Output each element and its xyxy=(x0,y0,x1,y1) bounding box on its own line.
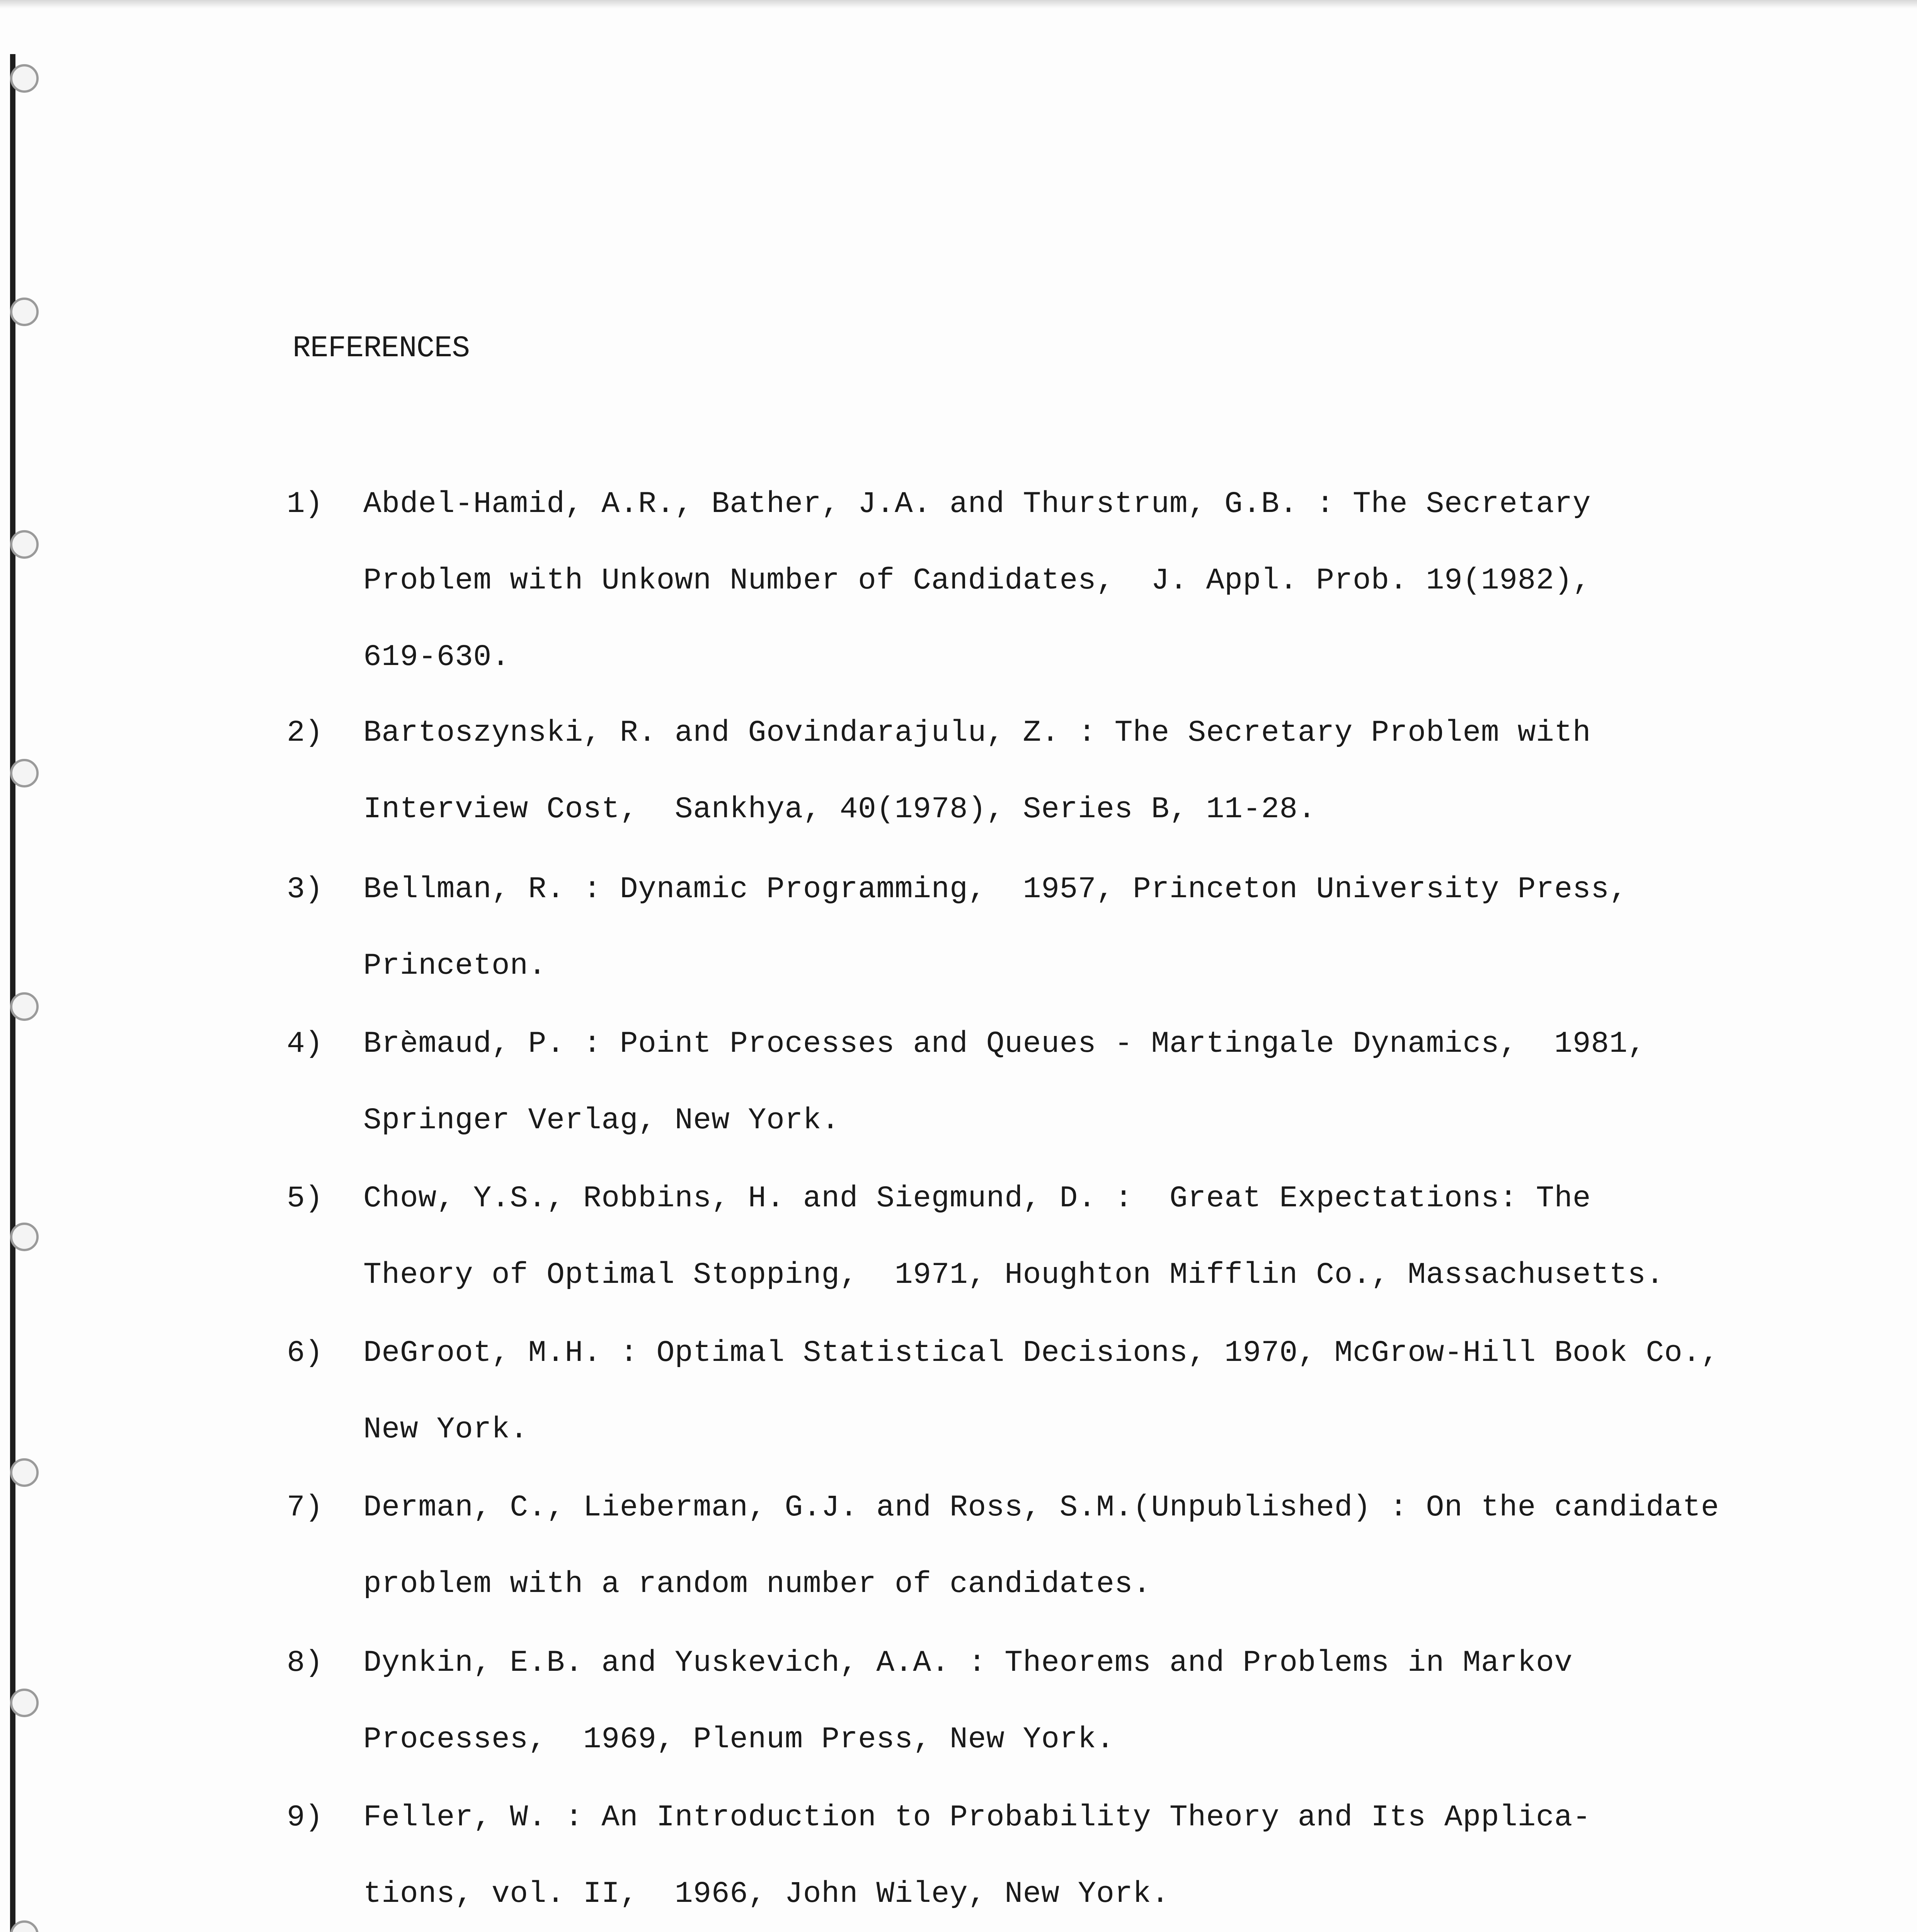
punch-hole xyxy=(10,298,39,326)
reference-entry xyxy=(0,1179,1917,1334)
page-top-edge xyxy=(0,0,1917,9)
reference-number: 3) xyxy=(287,872,323,906)
reference-text-line: Interview Cost, Sankhya, 40(1978), Series B, 11-28. xyxy=(363,793,1316,827)
reference-text-line: Abdel-Hamid, A.R., Bather, J.A. and Thurstrum, G.B. : The Secretary xyxy=(363,487,1591,521)
reference-text-line: Springer Verlag, New York. xyxy=(363,1104,840,1138)
reference-text-line: Feller, W. : An Introduction to Probability Theory and Its Applica- xyxy=(363,1801,1591,1835)
reference-number: 1) xyxy=(287,487,323,521)
reference-text-line: Dynkin, E.B. and Yuskevich, A.A. : Theorems and Problems in Markov xyxy=(363,1646,1573,1680)
reference-number: 8) xyxy=(287,1646,323,1680)
reference-entry xyxy=(0,1488,1917,1643)
reference-text-line: 619-630. xyxy=(363,640,510,674)
reference-entry xyxy=(0,485,1917,674)
reference-number: 2) xyxy=(287,716,323,750)
reference-text-line: problem with a random number of candidates. xyxy=(363,1567,1151,1601)
reference-text-line: Brèmaud, P. : Point Processes and Queues - Martingale Dynamics, 1981, xyxy=(363,1027,1646,1061)
reference-entry xyxy=(0,870,1917,1025)
reference-text-line: Bellman, R. : Dynamic Programming, 1957, Princeton University Press, xyxy=(363,872,1628,906)
reference-entry xyxy=(0,714,1917,868)
reference-text-line: Theory of Optimal Stopping, 1971, Houghton Mifflin Co., Massachusetts. xyxy=(363,1258,1664,1292)
reference-text-line: Bartoszynski, R. and Govindarajulu, Z. : The Secretary Problem with xyxy=(363,716,1591,750)
reference-entry xyxy=(0,1644,1917,1798)
reference-text-line: Princeton. xyxy=(363,949,547,983)
reference-text-line: Chow, Y.S., Robbins, H. and Siegmund, D. : Great Expectations: The xyxy=(363,1182,1591,1216)
reference-number: 5) xyxy=(287,1182,323,1216)
reference-number: 9) xyxy=(287,1801,323,1835)
reference-text-line: DeGroot, M.H. : Optimal Statistical Decisions, 1970, McGrow-Hill Book Co., xyxy=(363,1336,1720,1370)
reference-number: 7) xyxy=(287,1491,323,1525)
references-heading: REFERENCES xyxy=(293,332,470,366)
reference-number: 4) xyxy=(287,1027,323,1061)
reference-entry xyxy=(0,1334,1917,1488)
reference-entry xyxy=(0,1798,1917,1932)
reference-entry xyxy=(0,1025,1917,1179)
reference-text-line: Processes, 1969, Plenum Press, New York. xyxy=(363,1723,1115,1757)
reference-text-line: Derman, C., Lieberman, G.J. and Ross, S.M.(Unpublished) : On the candidate xyxy=(363,1491,1720,1525)
punch-hole xyxy=(10,64,39,93)
reference-text-line: tions, vol. II, 1966, John Wiley, New York. xyxy=(363,1877,1170,1911)
reference-number: 6) xyxy=(287,1336,323,1370)
reference-text-line: New York. xyxy=(363,1413,528,1447)
reference-text-line: Problem with Unkown Number of Candidates, J. Appl. Prob. 19(1982), xyxy=(363,564,1591,598)
